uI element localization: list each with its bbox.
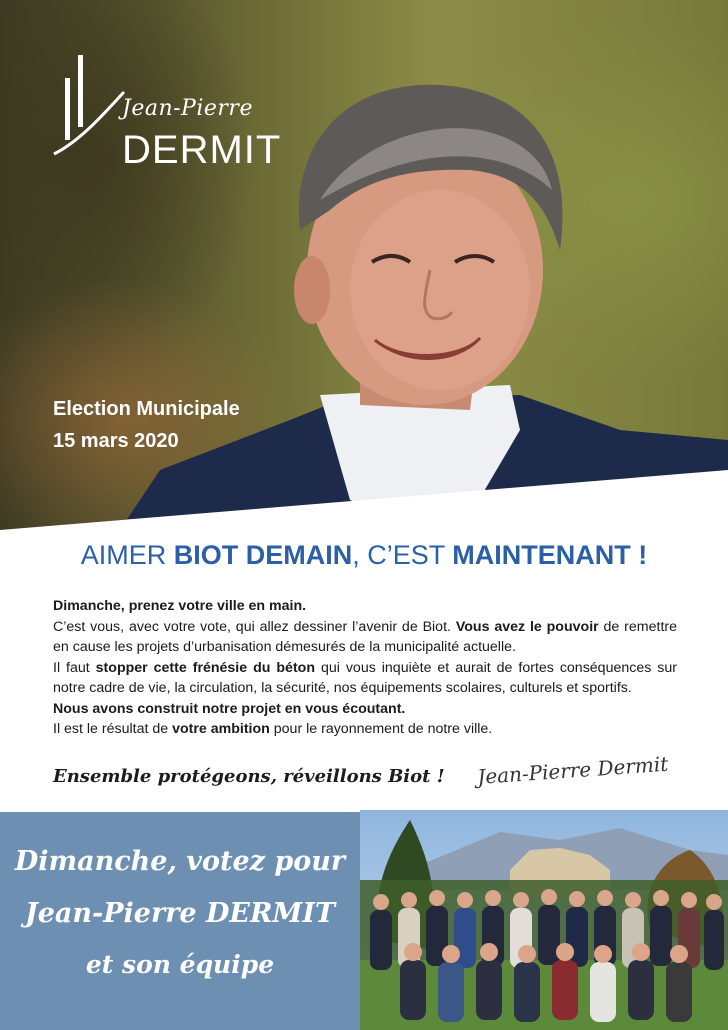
text-run-bold: stopper cette frénésie du béton [95, 659, 315, 676]
text-run-bold: Nous avons construit notre projet en vous écoutant. [53, 700, 406, 717]
text-run: Il faut [53, 659, 96, 676]
campaign-logo [52, 50, 282, 180]
slogan [0, 540, 728, 571]
slogan-part4: MAINTENANT ! [452, 540, 648, 570]
logo-mark-icon [52, 50, 132, 160]
text-run: C’est vous, avec votre vote, qui allez dessiner l’avenir de Biot. [53, 618, 456, 635]
vote-line-1: Dimanche, votez pour [14, 846, 346, 877]
message-paragraph [53, 617, 677, 658]
text-run-bold: votre ambition [172, 721, 270, 737]
election-date: 15 mars 2020 [53, 430, 179, 452]
text-run-bold: Vous avez le pouvoir [455, 618, 599, 635]
logo-first-name: Jean-Pierre [122, 96, 253, 121]
message-paragraph [53, 658, 677, 699]
vote-line-2: Jean-Pierre DERMIT [24, 898, 336, 929]
team-photo-illustration [360, 810, 728, 1030]
message-paragraph [53, 596, 677, 617]
slogan-part1: AIMER [80, 540, 174, 570]
team-photo [360, 810, 728, 1030]
slogan-part2: BIOT DEMAIN [173, 540, 353, 570]
text-run: pour le rayonnement de notre ville. [269, 721, 493, 737]
closing-slogan: Ensemble protégeons, réveillons Biot ! [53, 766, 445, 787]
logo-last-name: DERMIT [122, 128, 282, 172]
election-title: Election Municipale [53, 398, 240, 420]
diagonal-cut [0, 470, 728, 530]
text-run: de remettre en cause les projets d’urbanisation démesurés de la municipalité actuelle. [53, 618, 677, 655]
message-paragraph [53, 699, 677, 720]
campaign-message [53, 596, 677, 740]
vote-panel [0, 812, 360, 1030]
message-paragraph [53, 719, 677, 740]
text-run: qui vous inquiète et aurait de fortes conséquences sur notre cadre de vie, la circulation, la sécurité, nos équipements scolaires, culturels et sportifs. [53, 659, 677, 696]
text-run: Il est le résultat de [53, 721, 173, 737]
election-info [53, 393, 240, 457]
message-lead: Dimanche, prenez votre ville en main. [53, 598, 307, 614]
handwritten-signature: Jean-Pierre Dermit [476, 751, 669, 789]
slogan-part3: , C’EST [352, 540, 453, 570]
vote-line-3: et son équipe [85, 950, 275, 979]
